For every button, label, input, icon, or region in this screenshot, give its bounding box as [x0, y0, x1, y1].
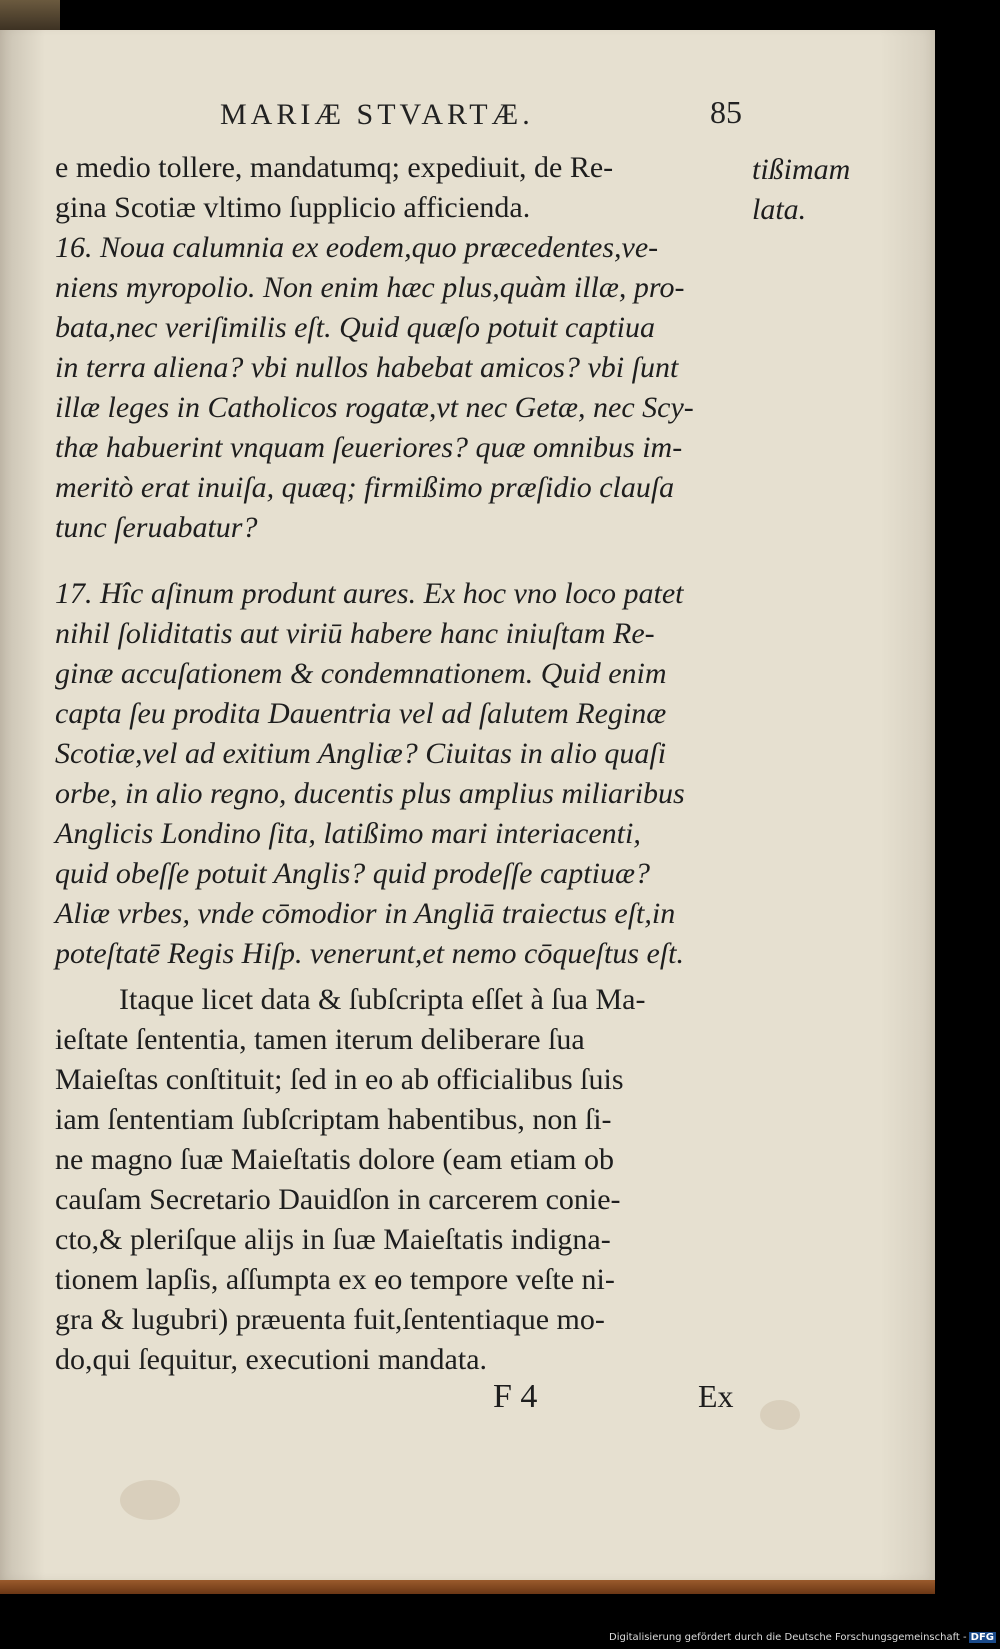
signature-mark: F 4 [493, 1378, 538, 1415]
text-line: gra & lugubri) præuenta fuit,ſententiaque mo- [55, 1303, 605, 1336]
page-number: 85 [710, 94, 742, 130]
text-line: bata,nec veriſimilis eſt. Quid quæſo potuit captiua [55, 311, 655, 344]
paper-stain [760, 1400, 800, 1430]
marginal-note-line: lata. [752, 193, 807, 226]
digitization-credit [609, 1631, 996, 1645]
text-line: Scotiæ,vel ad exitium Angliæ? Ciuitas in alio quaſi [55, 737, 667, 770]
text-line: poteſtatē Regis Hiſp. venerunt,et nemo cōqueſtus eſt. [55, 937, 685, 970]
body-text [55, 148, 750, 1380]
text-line: niens myropolio. Non enim hæc plus,quàm illæ, pro- [55, 271, 685, 304]
text-line: iam ſententiam ſubſcriptam habentibus, non ſi- [55, 1103, 612, 1136]
text-line: nihil ſoliditatis aut viriū habere hanc iniuſtam Re- [55, 617, 655, 650]
text-line: 17. Hîc aſinum produnt aures. Ex hoc vno loco patet [55, 577, 684, 610]
text-line: do,qui ſequitur, executioni mandata. [55, 1343, 488, 1376]
marginal-note [752, 150, 872, 230]
marginal-note-line: tißimam [752, 153, 851, 186]
text-line: 16. Noua calumnia ex eodem,quo præcedentes,ve- [55, 231, 659, 264]
page-corner-shadow [0, 0, 60, 30]
text-line: quid obeſſe potuit Anglis? quid prodeſſe captiuæ? [55, 857, 650, 890]
text-line: Itaque licet data & ſubſcripta eſſet à ſua Ma- [119, 983, 646, 1016]
paper-stain [120, 1480, 180, 1520]
text-line: orbe, in alio regno, ducentis plus amplius miliaribus [55, 777, 685, 810]
text-line: cto,& pleriſque alijs in ſuæ Maieſtatis indigna- [55, 1223, 611, 1256]
text-line: ginæ accuſationem & condemnationem. Quid enim [55, 657, 667, 690]
text-line: Aliæ vrbes, vnde cōmodior in Angliā traiectus eſt,in [55, 897, 676, 930]
dfg-logo: DFG [970, 1632, 994, 1643]
paragraph-gap [55, 548, 750, 574]
text-line: ieſtate ſententia, tamen iterum deliberare ſua [55, 1023, 585, 1056]
text-line: gina Scotiæ vltimo ſupplicio afficienda. [55, 191, 531, 224]
text-line: tunc ſeruabatur? [55, 511, 258, 544]
text-line: meritò erat inuiſa, quæq; firmißimo præſidio clauſa [55, 471, 675, 504]
text-line: in terra aliena? vbi nullos habebat amicos? vbi ſunt [55, 351, 679, 384]
page-bottom-edge [0, 1580, 935, 1594]
running-title: MARIÆ STVARTÆ. [220, 98, 534, 131]
text-line: illæ leges in Catholicos rogatæ,vt nec Getæ, nec Scy- [55, 391, 694, 424]
text-line: capta ſeu prodita Dauentria vel ad ſalutem Reginæ [55, 697, 667, 730]
text-line: ne magno ſuæ Maieſtatis dolore (eam etiam ob [55, 1143, 615, 1176]
text-line: tionem lapſis, aſſumpta ex eo tempore veſte ni- [55, 1263, 615, 1296]
catchword: Ex [698, 1378, 734, 1414]
credit-text: Digitalisierung gefördert durch die Deutsche Forschungsgemeinschaft - [609, 1632, 967, 1643]
text-line: Maieſtas conſtituit; ſed in eo ab officialibus ſuis [55, 1063, 624, 1096]
text-line: e medio tollere, mandatumq; expediuit, de Re- [55, 151, 614, 184]
text-line: cauſam Secretario Dauidſon in carcerem conie- [55, 1183, 621, 1216]
text-line: thæ habuerint vnquam ſeueriores? quæ omnibus im- [55, 431, 683, 464]
text-line: Anglicis Londino ſita, latißimo mari interiacenti, [55, 817, 641, 850]
